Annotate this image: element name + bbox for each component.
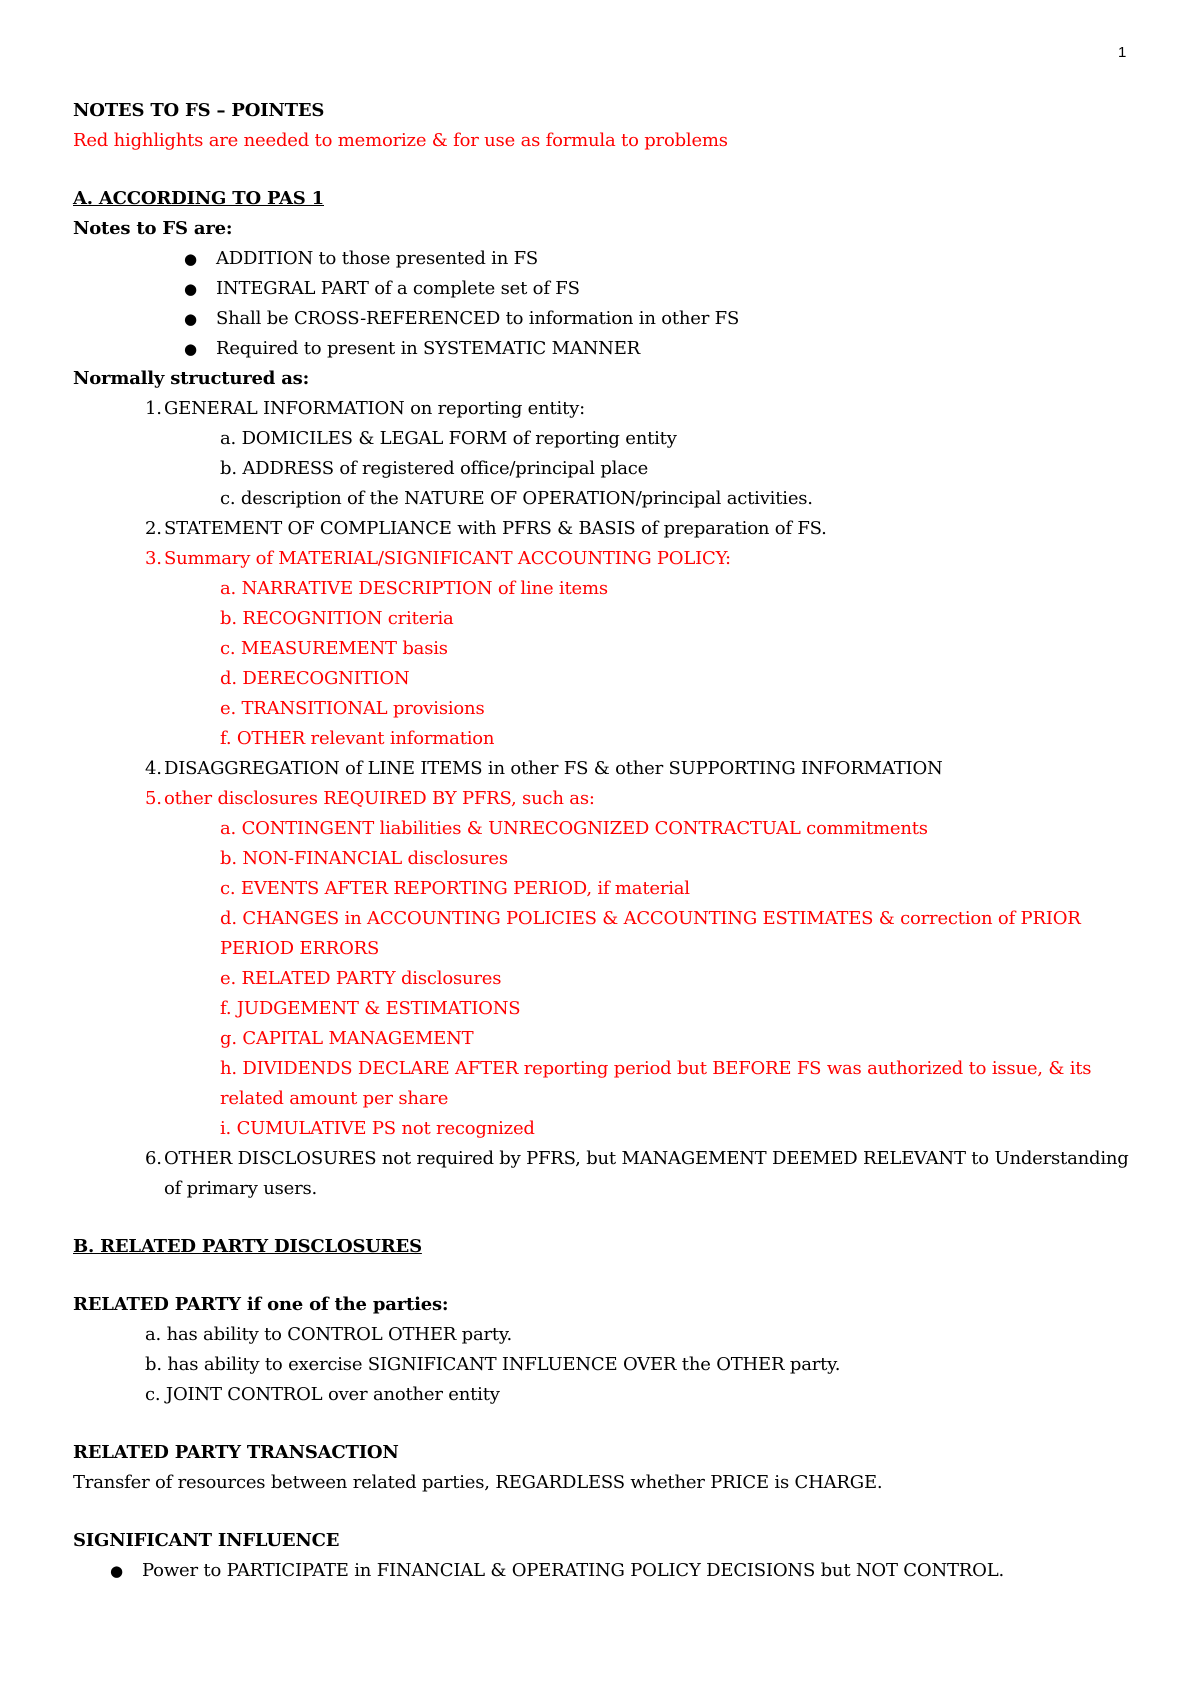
bullet-icon: ● [184,280,197,298]
sub-item: b. RECOGNITION criteria [220,608,454,629]
numbered-item-1: 1. GENERAL INFORMATION on reporting entity: [145,398,585,419]
page-number: 1 [1118,44,1127,61]
bullet-icon: ● [184,250,197,268]
sub-item: e. RELATED PARTY disclosures [220,968,502,989]
transaction-text: Transfer of resources between related parties, REGARDLESS whether PRICE is CHARGE. [73,1472,883,1493]
document-body [73,96,1143,1586]
bullet-icon: ● [184,310,197,328]
numbered-item-4: 4. DISAGGREGATION of LINE ITEMS in other FS & other SUPPORTING INFORMATION [145,758,943,779]
influence-label: SIGNIFICANT INFLUENCE [73,1530,340,1551]
document-subtitle: Red highlights are needed to memorize & for use as formula to problems [73,130,728,151]
sub-item: f. JUDGEMENT & ESTIMATIONS [220,998,521,1019]
sub-item: c. EVENTS AFTER REPORTING PERIOD, if material [220,878,690,899]
document-title: NOTES TO FS – POINTES [73,100,325,121]
sub-item: a. DOMICILES & LEGAL FORM of reporting entity [220,428,677,449]
numbered-item-2: 2. STATEMENT OF COMPLIANCE with PFRS & BASIS of preparation of FS. [145,518,827,539]
list-item: ● Required to present in SYSTEMATIC MANNER [73,334,1143,364]
structured-label: Normally structured as: [73,368,310,389]
sub-item: e. TRANSITIONAL provisions [220,698,485,719]
list-item: ● ADDITION to those presented in FS [73,244,1143,274]
bullet-icon: ● [110,1562,123,1580]
related-party-label: RELATED PARTY if one of the parties: [73,1294,449,1315]
numbered-item-3: 3. Summary of MATERIAL/SIGNIFICANT ACCOUNTING POLICY: [145,548,731,569]
list-item: ● Power to PARTICIPATE in FINANCIAL & OPERATING POLICY DECISIONS but NOT CONTROL. [73,1556,1143,1586]
sub-item: d. DERECOGNITION [220,668,410,689]
sub-item: a. NARRATIVE DESCRIPTION of line items [220,578,608,599]
sub-item: c. description of the NATURE OF OPERATION/principal activities. [220,488,813,509]
bullet-icon: ● [184,340,197,358]
sub-item: a. has ability to CONTROL OTHER party. [145,1324,513,1345]
sub-item: g. CAPITAL MANAGEMENT [220,1028,474,1049]
transaction-label: RELATED PARTY TRANSACTION [73,1442,399,1463]
sub-item: b. NON-FINANCIAL disclosures [220,848,508,869]
sub-item: i. CUMULATIVE PS not recognized [220,1118,535,1139]
list-item: ● Shall be CROSS-REFERENCED to information in other FS [73,304,1143,334]
section-a-heading: A. ACCORDING TO PAS 1 [73,188,324,209]
sub-item: c. JOINT CONTROL over another entity [145,1384,500,1405]
sub-item: f. OTHER relevant information [220,728,495,749]
sub-item: c. MEASUREMENT basis [220,638,448,659]
numbered-item-6: 6. OTHER DISCLOSURES not required by PFRS, but MANAGEMENT DEEMED RELEVANT to Understanding of primary users. [145,1148,1129,1199]
list-item: ● INTEGRAL PART of a complete set of FS [73,274,1143,304]
sub-item: d. CHANGES in ACCOUNTING POLICIES & ACCOUNTING ESTIMATES & correction of PRIOR PERIOD ERRORS [220,908,1081,959]
notes-label: Notes to FS are: [73,218,233,239]
sub-item: a. CONTINGENT liabilities & UNRECOGNIZED CONTRACTUAL commitments [220,818,928,839]
section-b-heading: B. RELATED PARTY DISCLOSURES [73,1236,422,1257]
sub-item: b. ADDRESS of registered office/principal place [220,458,649,479]
sub-item: h. DIVIDENDS DECLARE AFTER reporting period but BEFORE FS was authorized to issue, & its related amount per share [220,1058,1092,1109]
sub-item: b. has ability to exercise SIGNIFICANT INFLUENCE OVER the OTHER party. [145,1354,841,1375]
numbered-item-5: 5. other disclosures REQUIRED BY PFRS, such as: [145,788,595,809]
